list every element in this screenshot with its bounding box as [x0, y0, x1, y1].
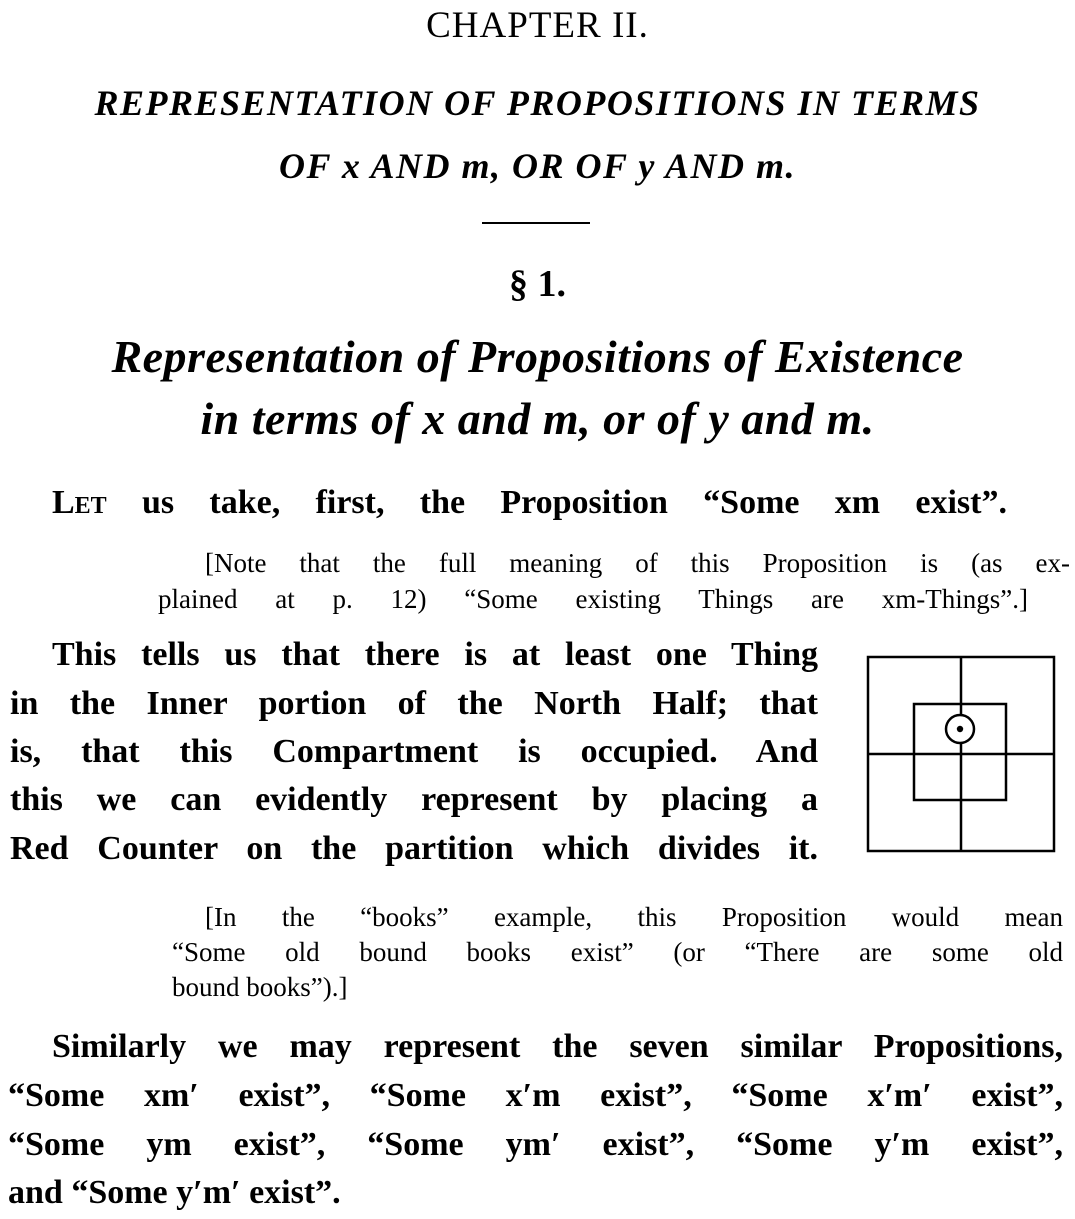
section-title-line-2: in terms of x and m, or of y and m. — [200, 393, 875, 444]
paragraph-2-line-3: is, that this Compartment is occupied. And — [10, 733, 818, 770]
chapter-title: CHAPTER II. — [426, 5, 649, 46]
red-counter-center-dot — [957, 726, 963, 732]
paragraph-3-line-4: and “Some y′m′ exist”. — [8, 1174, 341, 1211]
note-1-line-1: [Note that the full meaning of this Proposition is (as ex- — [205, 548, 1070, 578]
paragraph-3-line-2: “Some xm′ exist”, “Some x′m exist”, “Some x′m′ exist”, — [8, 1077, 1063, 1114]
section-mark: § 1. — [509, 263, 566, 305]
note-2-line-1: [In the “books” example, this Proposition would mean — [205, 902, 1063, 932]
chapter-subtitle-line-1: REPRESENTATION OF PROPOSITIONS IN TERMS — [94, 83, 981, 123]
paragraph-1-lead: Let — [52, 484, 107, 521]
paragraph-1-rest: us take, first, the Proposition “Some xm exist”. — [106, 484, 1007, 521]
biliteral-diagram — [866, 655, 1056, 853]
section-title-line-1: Representation of Propositions of Existence — [111, 331, 964, 382]
chapter-subtitle-line-2: OF x AND m, OR OF y AND m. — [278, 146, 797, 186]
paragraph-1 — [52, 484, 1007, 522]
note-2-line-2: “Some old bound books exist” (or “There are some old — [172, 937, 1063, 967]
paragraph-3-line-3: “Some ym exist”, “Some ym′ exist”, “Some y′m exist”, — [8, 1126, 1063, 1163]
note-1-line-2: plained at p. 12) “Some existing Things are xm-Things”.] — [158, 584, 1028, 614]
paragraph-3-line-1: Similarly we may represent the seven similar Propositions, — [52, 1028, 1063, 1065]
divider-rule — [482, 222, 590, 224]
paragraph-2-line-5: Red Counter on the partition which divides it. — [10, 830, 818, 867]
paragraph-2-line-1: This tells us that there is at least one Thing — [52, 636, 818, 673]
paragraph-2-line-2: in the Inner portion of the North Half; that — [10, 685, 818, 722]
note-2-line-3: bound books”).] — [172, 972, 348, 1002]
paragraph-2-line-4: this we can evidently represent by placing a — [10, 781, 818, 818]
